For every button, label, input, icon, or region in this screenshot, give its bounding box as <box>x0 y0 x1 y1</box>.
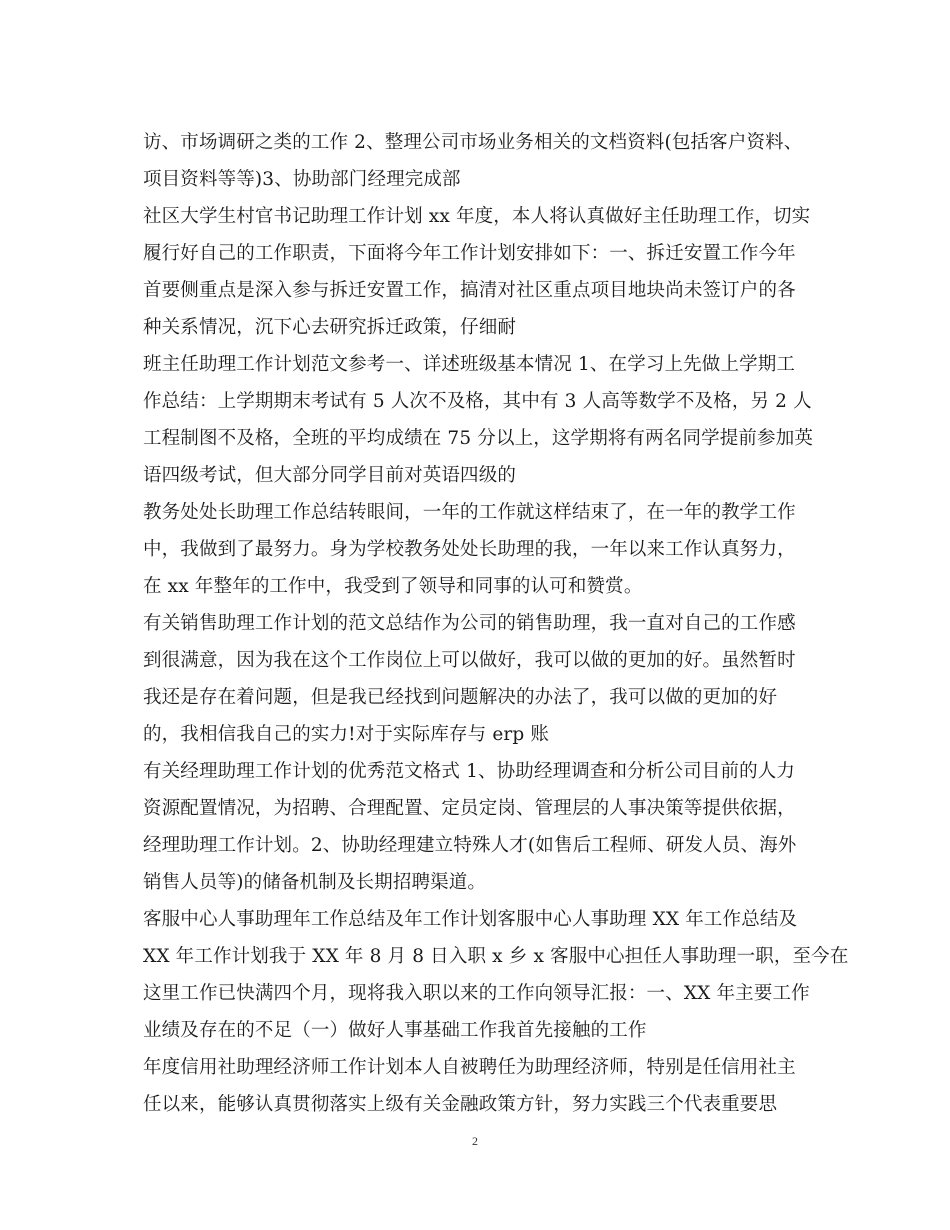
text-line: 有关销售助理工作计划的范文总结作为公司的销售助理，我一直对自己的工作感 <box>143 613 796 634</box>
paragraph <box>143 198 811 346</box>
paragraph <box>143 124 811 198</box>
text-line: 这里工作已快满四个月，现将我入职以来的工作向领导汇报：一、XX 年主要工作 <box>143 983 810 1004</box>
page-number: 2 <box>472 1134 478 1148</box>
text-line: 经理助理工作计划。2、协助经理建立特殊人才(如售后工程师、研发人员、海外 <box>143 835 797 856</box>
text-line: 班主任助理工作计划范文参考一、详述班级基本情况 1、在学习上先做上学期工 <box>143 354 796 375</box>
text-line: 社区大学生村官书记助理工作计划 xx 年度，本人将认真做好主任助理工作，切实 <box>143 206 811 227</box>
text-line: 项目资料等等)3、协助部门经理完成部 <box>143 169 461 190</box>
paragraph <box>143 753 811 901</box>
text-line: 履行好自己的工作职责，下面将今年工作计划安排如下：一、拆迁安置工作今年 <box>143 243 796 264</box>
text-line: 中，我做到了最努力。身为学校教务处处长助理的我，一年以来工作认真努力， <box>143 539 796 560</box>
text-line: 任以来，能够认真贯彻落实上级有关金融政策方针，努力实践三个代表重要思 <box>143 1094 778 1115</box>
text-line: 年度信用社助理经济师工作计划本人自被聘任为助理经济师，特别是任信用社主 <box>143 1057 796 1078</box>
paragraph <box>143 901 849 1049</box>
text-line: 有关经理助理工作计划的优秀范文格式 1、协助经理调查和分析公司目前的人力 <box>143 761 796 782</box>
text-line: 在 xx 年整年的工作中，我受到了领导和同事的认可和赞赏。 <box>143 576 643 597</box>
text-line: 访、市场调研之类的工作 2、整理公司市场业务相关的文档资料(包括客户资料、 <box>143 132 803 153</box>
text-line: 我还是存在着问题，但是我已经找到问题解决的办法了，我可以做的更加的好 <box>143 687 778 708</box>
paragraph <box>143 346 814 494</box>
paragraph <box>143 494 811 605</box>
text-line: 的，我相信我自己的实力!对于实际库存与 erp 账 <box>143 724 550 745</box>
document-body <box>143 124 849 1123</box>
text-line: 教务处处长助理工作总结转眼间，一年的工作就这样结束了，在一年的教学工作 <box>143 502 796 523</box>
text-line: 销售人员等)的储备机制及长期招聘渠道。 <box>143 872 487 893</box>
text-line: 首要侧重点是深入参与拆迁安置工作，搞清对社区重点项目地块尚未签订户的各 <box>143 280 796 301</box>
paragraph <box>143 1049 811 1123</box>
text-line: 资源配置情况，为招聘、合理配置、定员定岗、管理层的人事决策等提供依据， <box>143 798 796 819</box>
paragraph <box>143 605 811 753</box>
text-line: 作总结：上学期期末考试有 5 人次不及格，其中有 3 人高等数学不及格，另 2 人 <box>143 391 812 412</box>
text-line: 种关系情况，沉下心去研究拆迁政策，仔细耐 <box>143 317 517 338</box>
text-line: 业绩及存在的不足（一）做好人事基础工作我首先接触的工作 <box>143 1020 647 1041</box>
text-line: 工程制图不及格，全班的平均成绩在 75 分以上，这学期将有两名同学提前参加英 <box>143 428 814 449</box>
text-line: XX 年工作计划我于 XX 年 8 月 8 日入职 x 乡 x 客服中心担任人事助理一职，至今在 <box>143 946 849 967</box>
text-line: 客服中心人事助理年工作总结及年工作计划客服中心人事助理 XX 年工作总结及 <box>143 909 798 930</box>
text-line: 语四级考试，但大部分同学目前对英语四级的 <box>143 465 517 486</box>
text-line: 到很满意，因为我在这个工作岗位上可以做好，我可以做的更加的好。虽然暂时 <box>143 650 796 671</box>
